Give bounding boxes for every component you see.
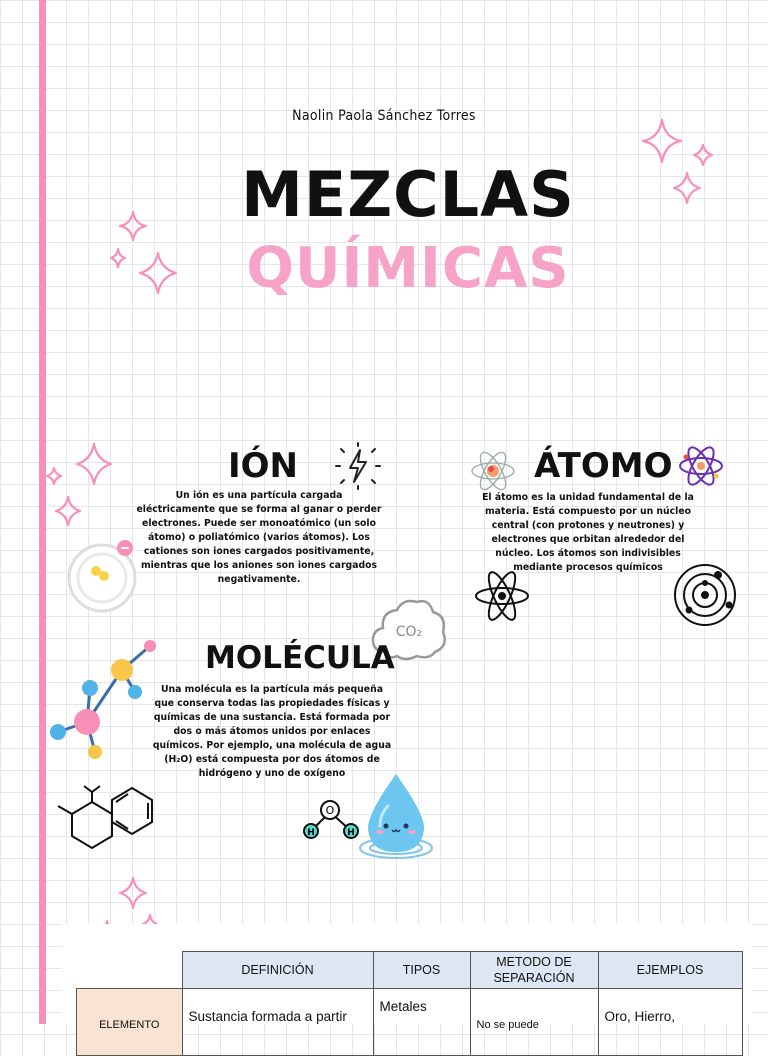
title-quimicas: QUÍMICAS — [246, 236, 570, 301]
table-header-ejemplos: EJEMPLOS — [598, 952, 742, 989]
table-header-row — [77, 952, 743, 989]
co2-label: CO₂ — [395, 624, 423, 640]
author-name: Naolin Paola Sánchez Torres — [292, 108, 476, 124]
atom-icon — [678, 443, 724, 489]
table-row — [77, 989, 743, 1056]
atomo-description: El átomo es la unidad fundamental de la materia. Está compuesto por un núcleo central (con protones y neutrones) y electrones que orbitan alrededor del núcleo. Los átomos son indivisibles mediante procesos químicos — [482, 492, 694, 573]
title-mezclas: MEZCLAS — [241, 158, 575, 231]
table-cell-definicion: Sustancia formada a partir — [182, 989, 373, 1056]
table-cell-ejemplos: Oro, Hierro, — [598, 989, 742, 1056]
orbit-icon — [672, 563, 738, 627]
oxygen-label: O — [325, 804, 335, 817]
table-cell-tipos: Metales — [373, 989, 470, 1056]
atom-icon — [470, 448, 516, 494]
structural-formula-icon — [54, 780, 158, 858]
lightning-icon — [334, 442, 382, 490]
table-cell-metodo: No se puede — [470, 989, 598, 1056]
table-cell-elemento: ELEMENTO — [77, 989, 183, 1056]
hydrogen-label: H — [307, 828, 315, 838]
table-header-empty — [77, 952, 183, 989]
table-header-tipos: TIPOS — [373, 952, 470, 989]
atomo-title: ÁTOMO — [534, 446, 673, 486]
water-molecule-icon — [300, 800, 362, 842]
ion-title: IÓN — [228, 446, 299, 486]
water-drop-icon — [356, 770, 436, 862]
ion-description: Un ión es una partícula cargada eléctricamente que se forma al ganar o perder electrones. Puede ser monoatómico (un solo átomo) o poliatómico (varios átomos). Los cationes son iones cargados positivamente, mientras que los aniones son iones cargados negativamente. — [136, 490, 382, 585]
table-header-metodo: METODO DE SEPARACIÓN — [470, 952, 598, 989]
mixtures-table — [76, 951, 743, 1056]
molecule-icon — [40, 636, 160, 764]
hydrogen-label: H — [347, 828, 355, 838]
atom-icon — [474, 570, 530, 622]
molecula-description: Una molécula es la partícula más pequeña que conserva todas las propiedades físicas y químicas de una sustancia. Está formada por dos o más átomos unidos por enlaces químicos. Por ejemplo, una molécula de agua (H₂O) está compuesta por dos átomos de hidrógeno y uno de oxígeno — [152, 684, 392, 779]
molecula-title: MOLÉCULA — [205, 640, 395, 676]
ion-icon — [66, 538, 138, 610]
table-header-definicion: DEFINICIÓN — [182, 952, 373, 989]
